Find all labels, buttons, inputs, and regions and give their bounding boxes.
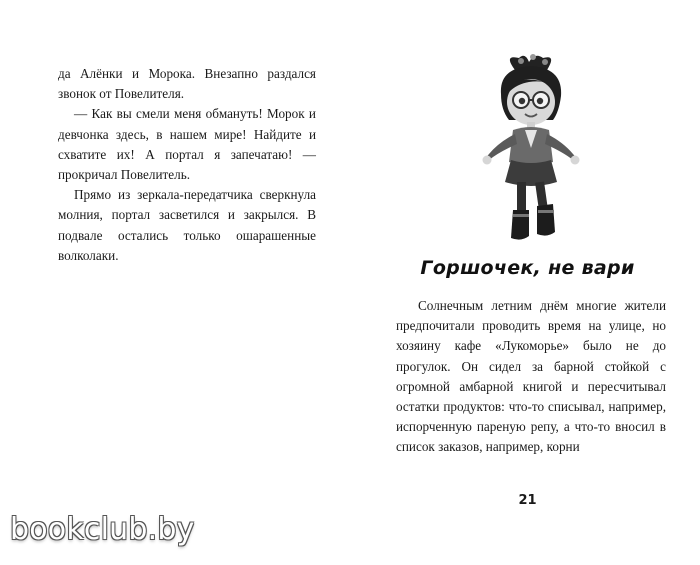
paragraph: Прямо из зеркала-передатчика сверкнула молния, портал засветился и закрылся. В подвале остались только ошарашенные волколаки.	[58, 187, 316, 263]
right-page-text	[396, 296, 666, 458]
paragraph: Солнечным летним днём многие жители предпочитали проводить время на улице, но хозяину кафе «Лукоморье» было не до прогулок. Он сидел за барной стойкой с огромной амбарной книгой и пересчитывал остатки продуктов: что-то списывал, например, испорченную пареную репу, а что-то вносил в список заказов, например, корни	[396, 298, 666, 455]
paragraph: — Как вы смели меня обмануть! Морок и девчонка здесь, в нашем мире! Найдите и схватите их! А портал я запечатаю! — прокричал Повелитель.	[58, 106, 316, 183]
left-page-text	[58, 64, 316, 266]
right-page	[355, 0, 700, 565]
paragraph: да Алёнки и Морока. Внезапно раздался звонок от Повелителя.	[58, 66, 316, 102]
left-page	[0, 0, 345, 565]
chapter-title: Горшочек, не вари	[420, 257, 635, 279]
watermark: bookclub.by	[10, 512, 195, 547]
girl-character-illustration	[463, 50, 603, 255]
page-number: 21	[518, 493, 537, 508]
